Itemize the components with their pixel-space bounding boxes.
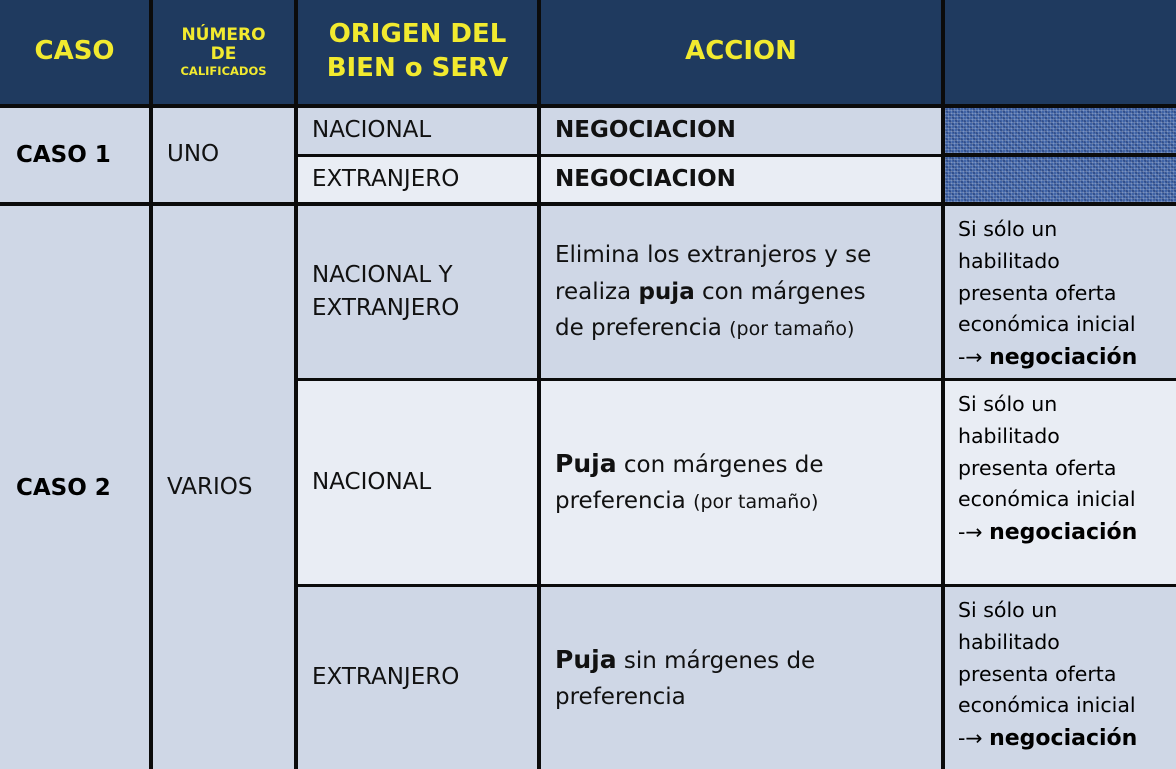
header-numero-line2: DE (210, 44, 237, 65)
caso1-row2-origen: EXTRANJERO (298, 157, 537, 202)
caso2-row2-origen: NACIONAL (298, 381, 537, 584)
caso2-label: CASO 2 (0, 206, 149, 769)
header-caso (0, 0, 149, 104)
caso2-row1-origen-line2: EXTRANJERO (312, 295, 460, 321)
header-accion-label: ACCION (685, 36, 797, 67)
header-origen-line1: ORIGEN DEL (328, 19, 507, 50)
caso2-row2-accion-line1: Puja con márgenes de (555, 449, 824, 479)
caso2-row1-accion-line3: de preferencia (por tamaño) (555, 315, 855, 342)
header-origen (298, 0, 537, 104)
caso1-texture-top (945, 108, 1176, 153)
caso2-row3-note: Si sólo un habilitado presenta oferta económica inicial -→ negociación (945, 587, 1176, 769)
caso2-row3-accion (541, 587, 941, 769)
header-extra (945, 0, 1176, 104)
caso2-row2-accion-line2: preferencia (por tamaño) (555, 488, 819, 515)
caso1-label: CASO 1 (0, 108, 149, 202)
caso2-row3-accion-line1: Puja sin márgenes de (555, 644, 816, 674)
caso1-row1-accion: NEGOCIACION (541, 108, 941, 154)
caso2-numero: VARIOS (153, 206, 294, 769)
caso2-row3-origen: EXTRANJERO (298, 587, 537, 769)
header-numero (153, 0, 294, 104)
caso2-row1-note: Si sólo un habilitado presenta oferta económica inicial -→ negociación (945, 206, 1176, 378)
header-numero-line1: NÚMERO (181, 24, 266, 45)
caso2-row2-note: Si sólo un habilitado presenta oferta económica inicial -→ negociación (945, 381, 1176, 584)
caso2-row1-origen-line1: NACIONAL Y (312, 261, 453, 288)
caso1-row2-accion: NEGOCIACION (541, 157, 941, 202)
caso1-row1-origen: NACIONAL (298, 108, 537, 154)
header-accion (541, 0, 941, 104)
caso2-row1-accion (541, 206, 941, 378)
caso1-numero: UNO (153, 108, 294, 202)
caso2-row2-accion (541, 381, 941, 584)
caso2-row3-accion-line2: preferencia (555, 683, 686, 710)
header-origen-line2: BIEN o SERV (326, 53, 509, 83)
header-caso-label: CASO (34, 36, 115, 67)
caso2-row1-accion-line2: realiza puja con márgenes (555, 278, 866, 305)
caso2-row1-origen (298, 206, 537, 378)
caso2-row1-accion-line1: Elimina los extranjeros y se (555, 241, 872, 268)
header-numero-line3: CALIFICADOS (180, 63, 267, 78)
caso1-texture-bottom (945, 157, 1176, 202)
